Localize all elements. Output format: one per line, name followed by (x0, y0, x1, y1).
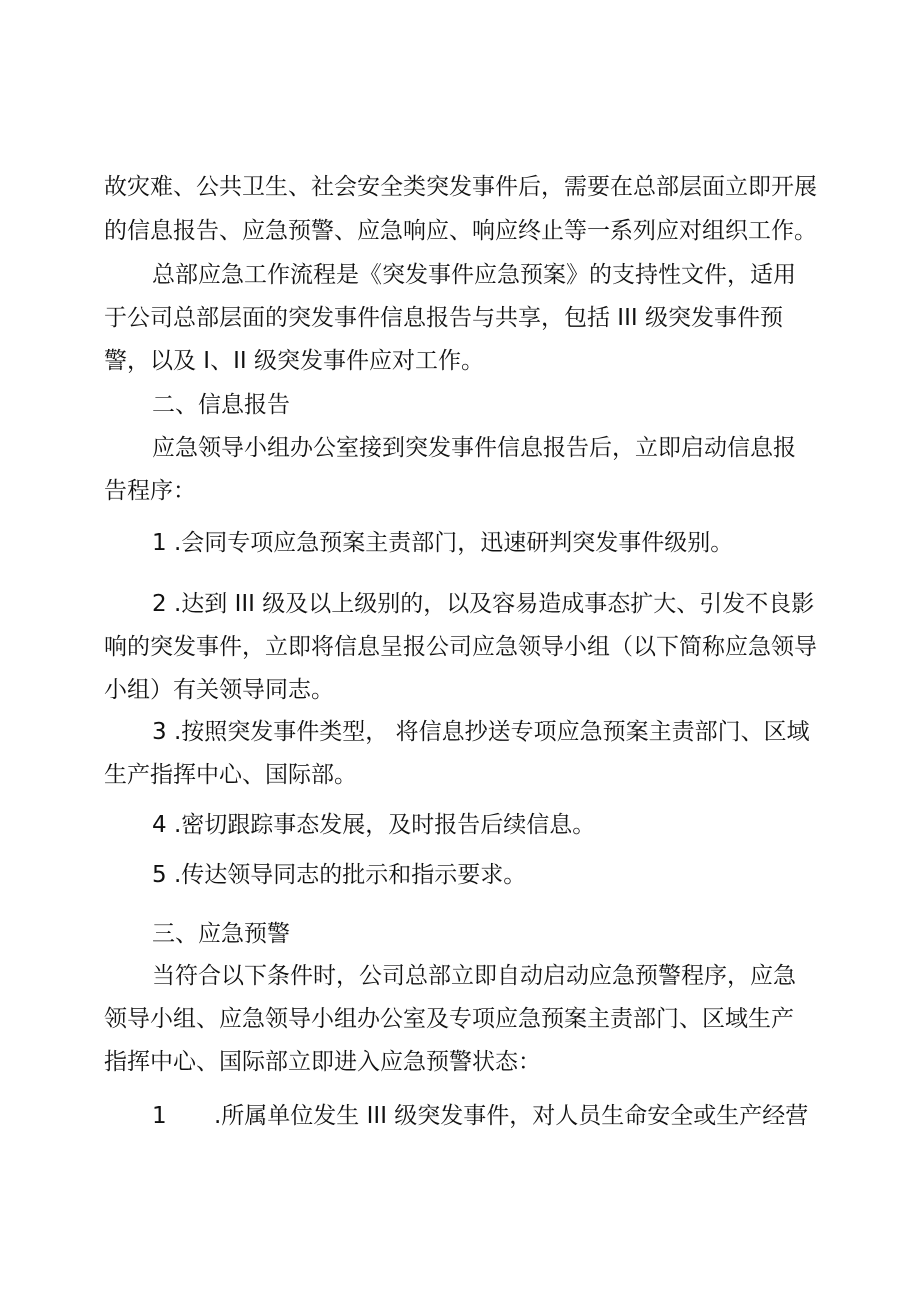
section-2-item-1: 1 .会同专项应急预案主责部门，迅速研判突发事件级别。 (152, 530, 734, 556)
section-2-heading: 二、信息报告 (152, 392, 290, 418)
section-3-item-1-number: 1 (152, 1103, 167, 1129)
section-2-item-2-line-3: 小组）有关领导同志。 (104, 677, 334, 703)
section-3-heading: 三、应急预警 (152, 921, 290, 947)
section-3-intro-line-2: 领导小组、应急领导小组办公室及专项应急预案主责部门、区域生产 (104, 1006, 794, 1032)
intro-line-2: 的信息报告、应急预警、应急响应、响应终止等一系列应对组织工作。 (104, 218, 817, 244)
intro-line-1: 故灾难、公共卫生、社会安全类突发事件后，需要在总部层面立即开展 (104, 174, 817, 200)
section-2-item-4: 4 .密切跟踪事态发展，及时报告后续信息。 (152, 812, 596, 838)
section-3-item-1-text: .所属单位发生 III 级突发事件，对人员生命安全或生产经营 (214, 1103, 809, 1129)
section-2-intro-line-1: 应急领导小组办公室接到突发事件信息报告后，立即启动信息报 (152, 435, 796, 461)
scope-line-2: 于公司总部层面的突发事件信息报告与共享，包括 III 级突发事件预 (104, 305, 783, 331)
scope-line-1: 总部应急工作流程是《突发事件应急预案》的支持性文件，适用 (152, 262, 796, 288)
section-3-intro-line-1: 当符合以下条件时，公司总部立即自动启动应急预警程序，应急 (152, 963, 796, 989)
section-2-item-2-line-1: 2 .达到 III 级及以上级别的，以及容易造成事态扩大、引发不良影 (152, 591, 815, 617)
section-2-item-3-line-1: 3 .按照突发事件类型， 将信息抄送专项应急预案主责部门、区域 (152, 719, 810, 745)
section-2-intro-line-2: 告程序： (104, 478, 196, 504)
scope-line-3: 警，以及 I、II 级突发事件应对工作。 (104, 348, 484, 374)
section-2-item-2-line-2: 响的突发事件，立即将信息呈报公司应急领导小组（以下简称应急领导 (104, 634, 817, 660)
section-2-item-5: 5 .传达领导同志的批示和指示要求。 (152, 862, 527, 888)
section-3-intro-line-3: 指挥中心、国际部立即进入应急预警状态： (104, 1049, 541, 1075)
section-2-item-3-line-2: 生产指挥中心、国际部。 (104, 762, 357, 788)
